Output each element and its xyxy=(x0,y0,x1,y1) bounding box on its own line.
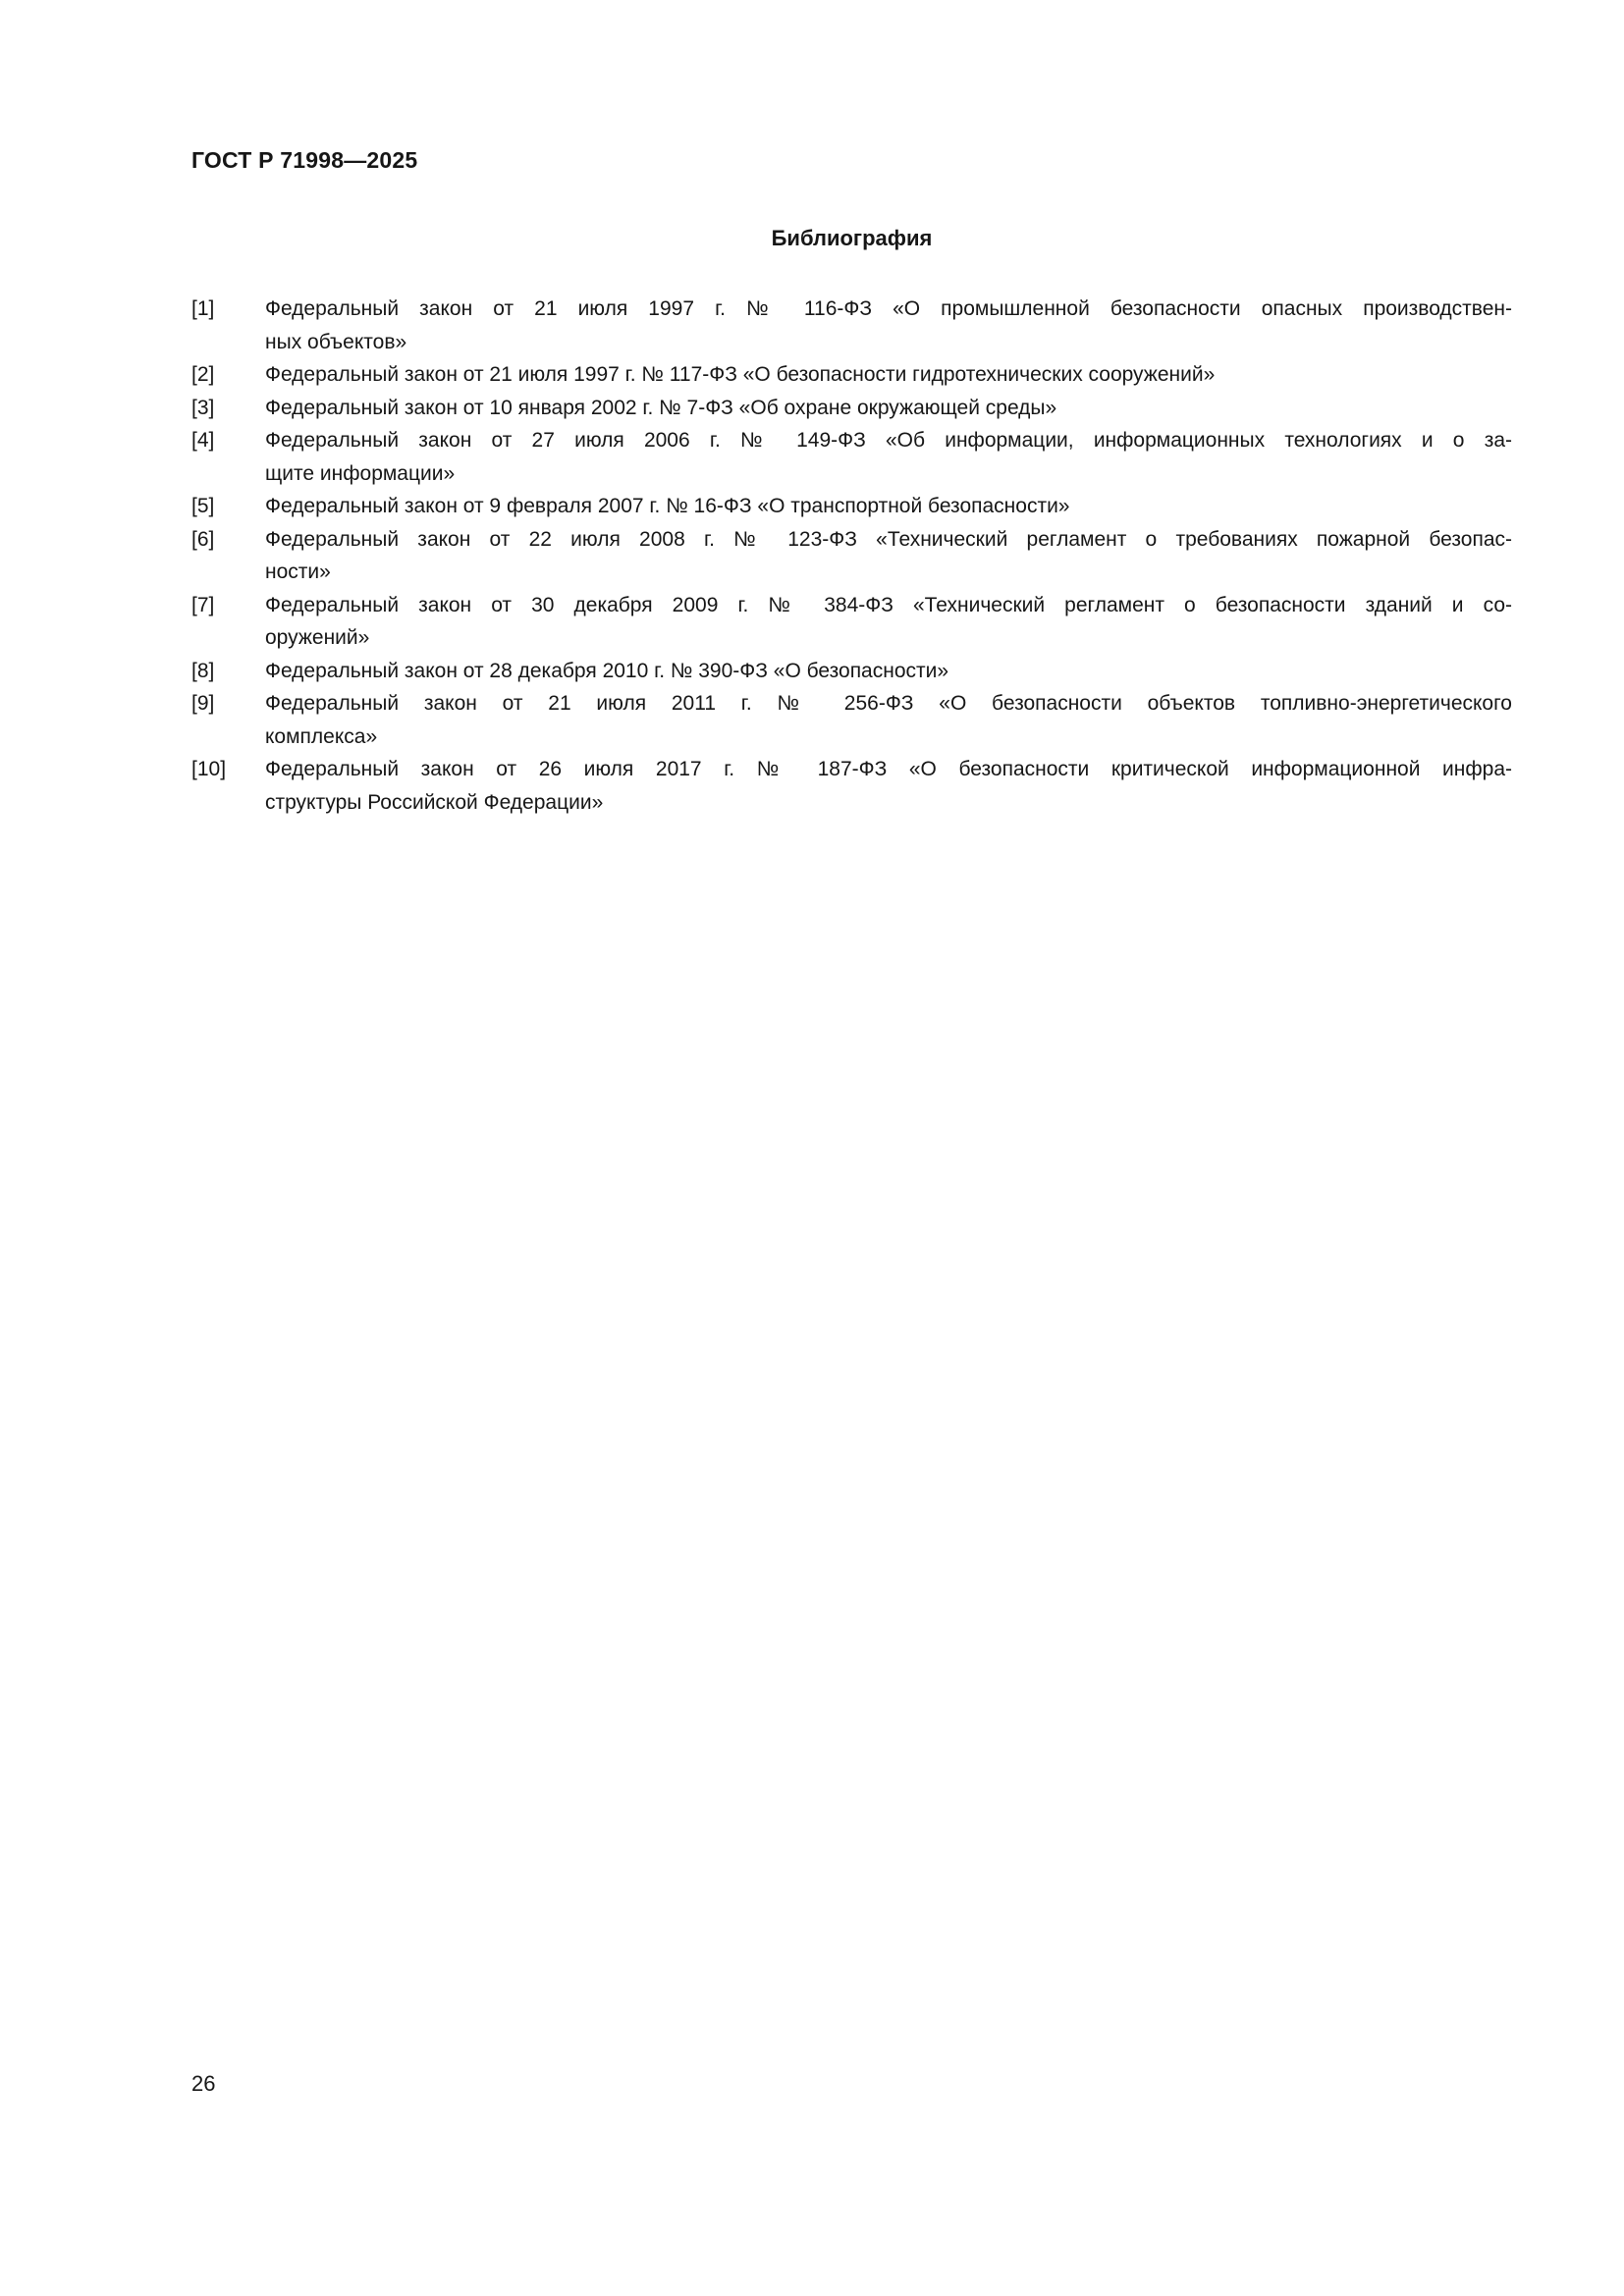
bibliography-item-text xyxy=(265,655,1512,688)
bibliography-item-line: Федеральный закон от 21 июля 1997 г. № 116-ФЗ «О промышленной безопасности опасных производствен- xyxy=(265,297,1512,320)
bibliography-item xyxy=(191,589,1512,655)
bibliography-item-number: [2] xyxy=(191,363,215,386)
bibliography-item-number: [9] xyxy=(191,692,215,715)
bibliography-item-line: Федеральный закон от 9 февраля 2007 г. № 16-ФЗ «О транспортной безопасности» xyxy=(265,495,1070,517)
bibliography-item-line: Федеральный закон от 22 июля 2008 г. № 123-ФЗ «Технический регламент о требованиях пожарной безопас- xyxy=(265,527,1512,551)
bibliography-item-number: [3] xyxy=(191,396,215,419)
bibliography-item-text xyxy=(265,687,1512,753)
bibliography-item-number: [1] xyxy=(191,297,215,320)
bibliography-item-line: комплекса» xyxy=(265,724,378,748)
bibliography-item-number: [6] xyxy=(191,527,215,551)
bibliography-item-line: Федеральный закон от 10 января 2002 г. № 7-ФЗ «Об охране окружающей среды» xyxy=(265,396,1057,419)
bibliography-item xyxy=(191,655,1512,688)
bibliography-item-text xyxy=(265,753,1512,819)
bibliography-item-text xyxy=(265,589,1512,655)
bibliography-item xyxy=(191,424,1512,490)
bibliography-item-text xyxy=(265,424,1512,490)
bibliography-item-line: Федеральный закон от 21 июля 2011 г. № 256-ФЗ «О безопасности объектов топливно-энергетического xyxy=(265,692,1512,715)
bibliography-list xyxy=(191,293,1512,819)
bibliography-item-line: Федеральный закон от 27 июля 2006 г. № 149-ФЗ «Об информации, информационных технологиях и о за- xyxy=(265,429,1512,452)
bibliography-item xyxy=(191,358,1512,392)
bibliography-item-line: ных объектов» xyxy=(265,330,407,353)
bibliography-item-line: структуры Российской Федерации» xyxy=(265,790,604,814)
page-number: 26 xyxy=(191,2071,216,2096)
bibliography-item-line: оружений» xyxy=(265,626,370,649)
bibliography-item xyxy=(191,523,1512,589)
bibliography-item-line: Федеральный закон от 28 декабря 2010 г. № 390-ФЗ «О безопасности» xyxy=(265,659,949,682)
bibliography-item-number: [10] xyxy=(191,758,227,780)
bibliography-item-text xyxy=(265,358,1512,392)
bibliography-item xyxy=(191,753,1512,819)
bibliography-item-line: Федеральный закон от 26 июля 2017 г. № 187-ФЗ «О безопасности критической информационной инфра- xyxy=(265,758,1512,780)
bibliography-item-line: щите информации» xyxy=(265,461,456,485)
bibliography-item-text xyxy=(265,490,1512,523)
bibliography-item-number: [5] xyxy=(191,495,215,517)
bibliography-item-text xyxy=(265,523,1512,589)
bibliography-item-line: Федеральный закон от 21 июля 1997 г. № 117-ФЗ «О безопасности гидротехнических сооружений» xyxy=(265,363,1216,386)
bibliography-item xyxy=(191,687,1512,753)
bibliography-item-number: [8] xyxy=(191,659,215,682)
bibliography-item-text xyxy=(265,293,1512,358)
document-code-header: ГОСТ Р 71998—2025 xyxy=(191,147,418,173)
bibliography-item-number: [4] xyxy=(191,429,215,452)
bibliography-item xyxy=(191,392,1512,425)
bibliography-item-text xyxy=(265,392,1512,425)
bibliography-item-line: Федеральный закон от 30 декабря 2009 г. № 384-ФЗ «Технический регламент о безопасности зданий и со- xyxy=(265,593,1512,616)
bibliography-item-number: [7] xyxy=(191,593,215,616)
bibliography-item xyxy=(191,293,1512,358)
page-title: Библиография xyxy=(771,226,933,250)
bibliography-item xyxy=(191,490,1512,523)
bibliography-item-line: ности» xyxy=(265,561,331,583)
